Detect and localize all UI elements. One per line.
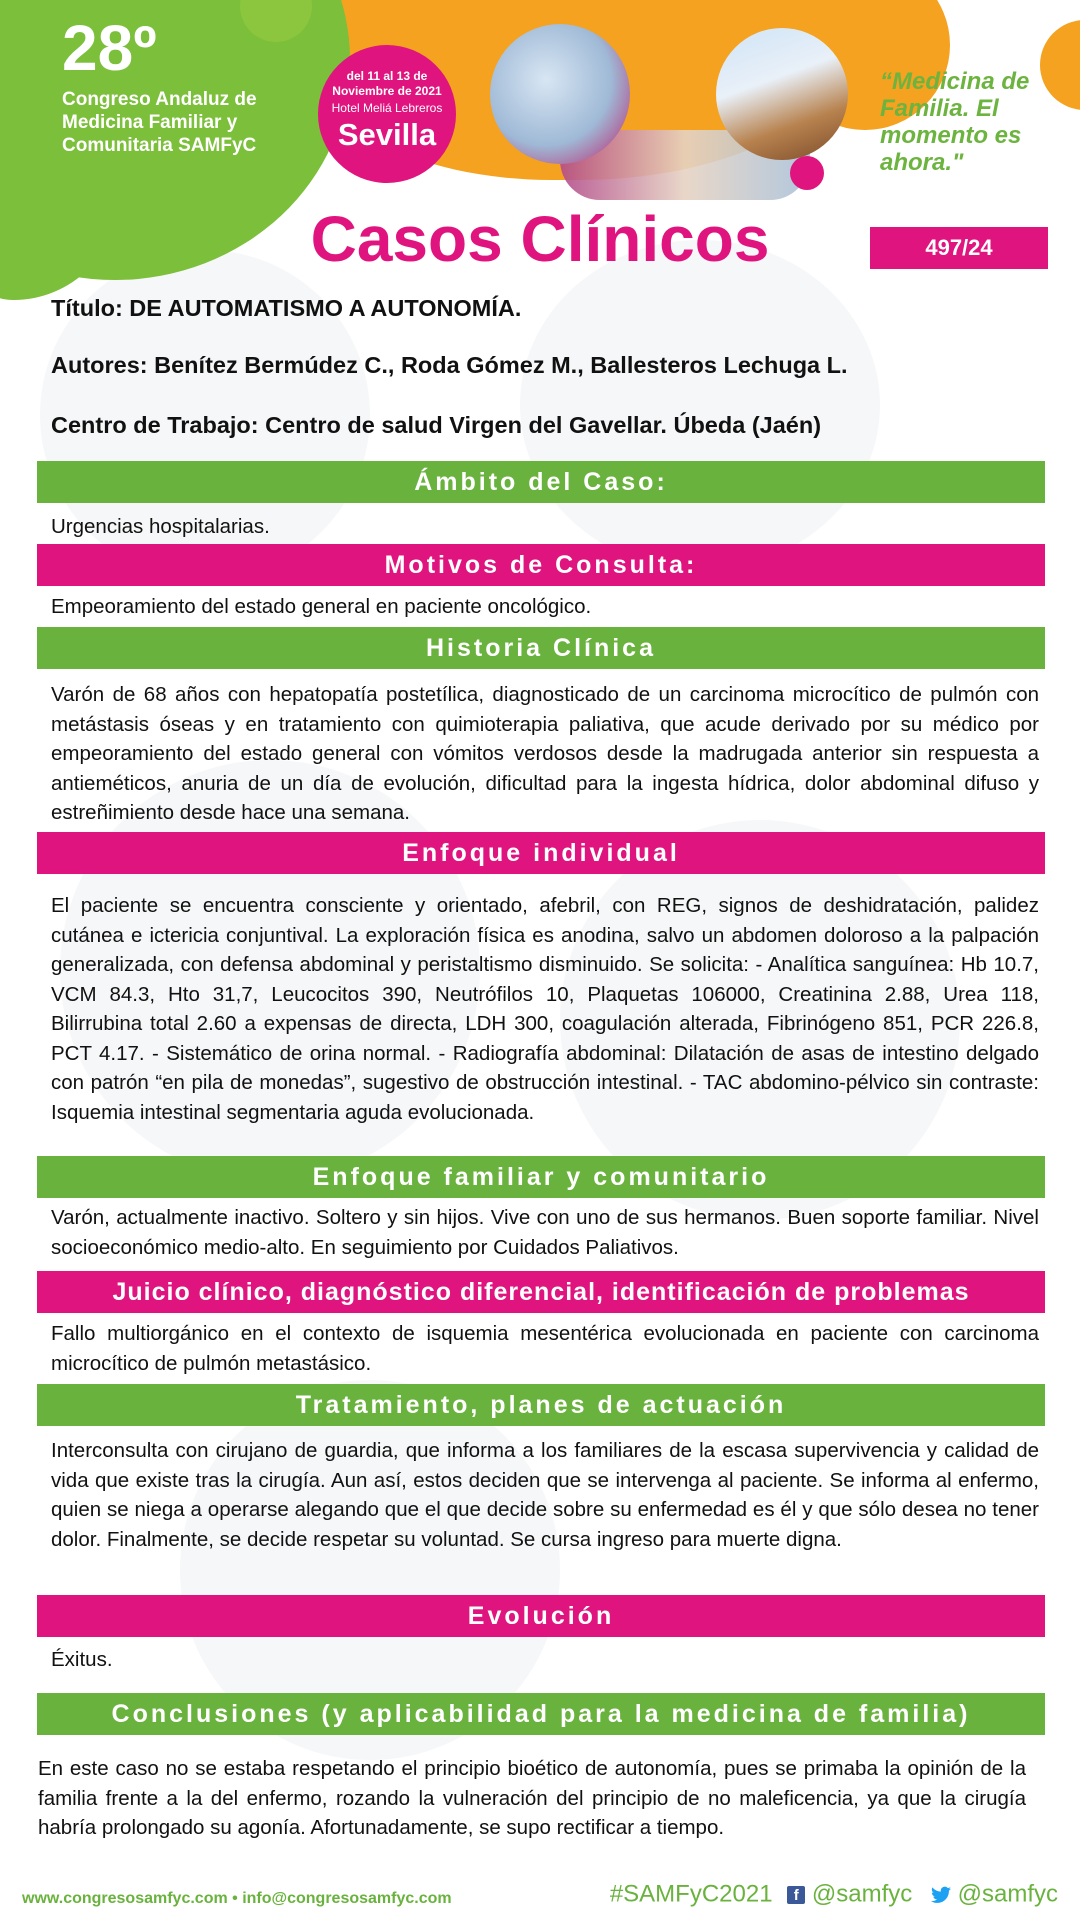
case-authors: Autores: Benítez Bermúdez C., Roda Gómez M., Ballesteros Lechuga L. — [51, 352, 848, 378]
section-text-enfoque-familiar: Varón, actualmente inactivo. Soltero y sin hijos. Vive con uno de sus hermanos. Buen soporte familiar. Nivel socioeconómico medio-alto. En seguimiento por Cuidados Paliativos. — [51, 1206, 1039, 1259]
footer-facebook-handle: @samfyc — [811, 1880, 913, 1908]
section-text-motivos: Empeoramiento del estado general en paciente oncológico. — [51, 595, 592, 618]
footer-social — [610, 1880, 1058, 1909]
sevilla-photo — [490, 24, 630, 164]
section-heading-evolucion: Evolución — [37, 1595, 1045, 1637]
date-badge — [318, 45, 456, 183]
section-heading-conclusiones: Conclusiones (y aplicabilidad para la medicina de familia) — [37, 1693, 1045, 1735]
sevilla-photo — [716, 28, 848, 160]
section-text-conclusiones: En este caso no se estaba respetando el principio bioético de autonomía, pues se primaba la opinión de la familia frente a la del enfermo, rozando la vulneración del principio de no maleficencia, ya que la cirugía habría prolongado su agonía. Afortunadamente, se supo rectificar a tiempo. — [38, 1757, 1026, 1839]
footer-hashtag: #SAMFyC2021 — [609, 1880, 773, 1908]
slogan: “Medicina de Familia. El momento es ahora." — [880, 68, 1030, 176]
congress-name: Congreso Andaluz de Medicina Familiar y Comunitaria SAMFyC — [62, 89, 257, 156]
header-decoration — [836, 12, 890, 66]
section-text-historia: Varón de 68 años con hepatopatía postetílica, diagnosticado de un carcinoma microcítico de pulmón con metástasis óseas y en tratamiento con quimioterapia paliativa, que acude derivado por su médico por empeoramiento del estado general con vómitos verdosos desde la madrugada anterior sin respuesta a antieméticos, anuria de un día de evolución, dificultad para la ingesta hídrica, dolor abdominal difuso y estreñimiento desde hace una semana. — [51, 683, 1039, 824]
case-title: Título: DE AUTOMATISMO A AUTONOMÍA. — [51, 295, 522, 321]
section-text-evolucion: Éxitus. — [51, 1648, 113, 1671]
section-text-enfoque-individual: El paciente se encuentra consciente y orientado, afebril, con REG, signos de deshidratación, palidez cutánea e ictericia conjuntival. La exploración física es anodina, salvo un abdomen doloroso a la palpación generalizada, con defensa abdominal y peristaltismo disminuido. Se solicita: - Analítica sanguínea: Hb 10.7, VCM 84.3, Hto 31,7, Leucocitos 390, Neutrófilos 10, Plaquetas 106000, Creatinina 2.88, Urea 118, Bilirrubina total 2.60 a expensas de directa, LDH 300, coagulación alterada, Fibrinógeno 851, PCR 226.8, PCT 4.17. - Sistemático de orina normal. - Radiografía abdominal: Dilatación de asas de intestino delgado con patrón “en pila de monedas”, sugestivo de obstrucción intestinal. - TAC abdomino-pélvico sin contraste: Isquemia intestinal segmentaria aguda evolucionada. — [51, 894, 1039, 1124]
event-dates: del 11 al 13 de Noviembre de 2021 — [332, 69, 442, 98]
footer-twitter-handle: @samfyc — [957, 1880, 1058, 1908]
section-heading-tratamiento: Tratamiento, planes de actuación — [37, 1384, 1045, 1426]
case-workplace: Centro de Trabajo: Centro de salud Virgen del Gavellar. Úbeda (Jaén) — [51, 412, 822, 438]
section-text-juicio-clinico: Fallo multiorgánico en el contexto de isquemia mesentérica evolucionada en paciente con carcinoma microcítico de pulmón metastásico. — [51, 1322, 1039, 1375]
page-title: Casos Clínicos — [310, 203, 770, 275]
header-decoration — [790, 156, 824, 190]
event-venue: Hotel Meliá Lebreros — [331, 101, 443, 115]
twitter-icon — [931, 1886, 951, 1904]
section-heading-motivos: Motivos de Consulta: — [37, 544, 1045, 586]
congress-number: 28º — [62, 12, 157, 84]
section-text-ambito: Urgencias hospitalarias. — [51, 515, 270, 538]
section-heading-ambito: Ámbito del Caso: — [37, 461, 1045, 503]
section-heading-enfoque-familiar: Enfoque familiar y comunitario — [37, 1156, 1045, 1198]
facebook-icon: f — [787, 1886, 805, 1904]
section-heading-historia: Historia Clínica — [37, 627, 1045, 669]
section-heading-enfoque-individual: Enfoque individual — [37, 832, 1045, 874]
section-heading-juicio-clinico: Juicio clínico, diagnóstico diferencial, identificación de problemas — [37, 1271, 1045, 1313]
event-city: Sevilla — [337, 117, 437, 152]
section-text-tratamiento: Interconsulta con cirujano de guardia, que informa a los familiares de la escasa supervivencia y calidad de vida que existe tras la cirugía. Aun así, estos deciden que se intervenga al paciente. Se informa al enfermo, quien se niega a operarse alegando que el que decide sobre su enfermedad es él y que sólo desea no tener dolor. Finalmente, se decide respetar su voluntad. Se cursa ingreso para muerte digna. — [51, 1439, 1039, 1551]
footer-contact: www.congresosamfyc.com • info@congresosamfyc.com — [22, 1890, 452, 1907]
case-number-badge: 497/24 — [870, 227, 1048, 269]
